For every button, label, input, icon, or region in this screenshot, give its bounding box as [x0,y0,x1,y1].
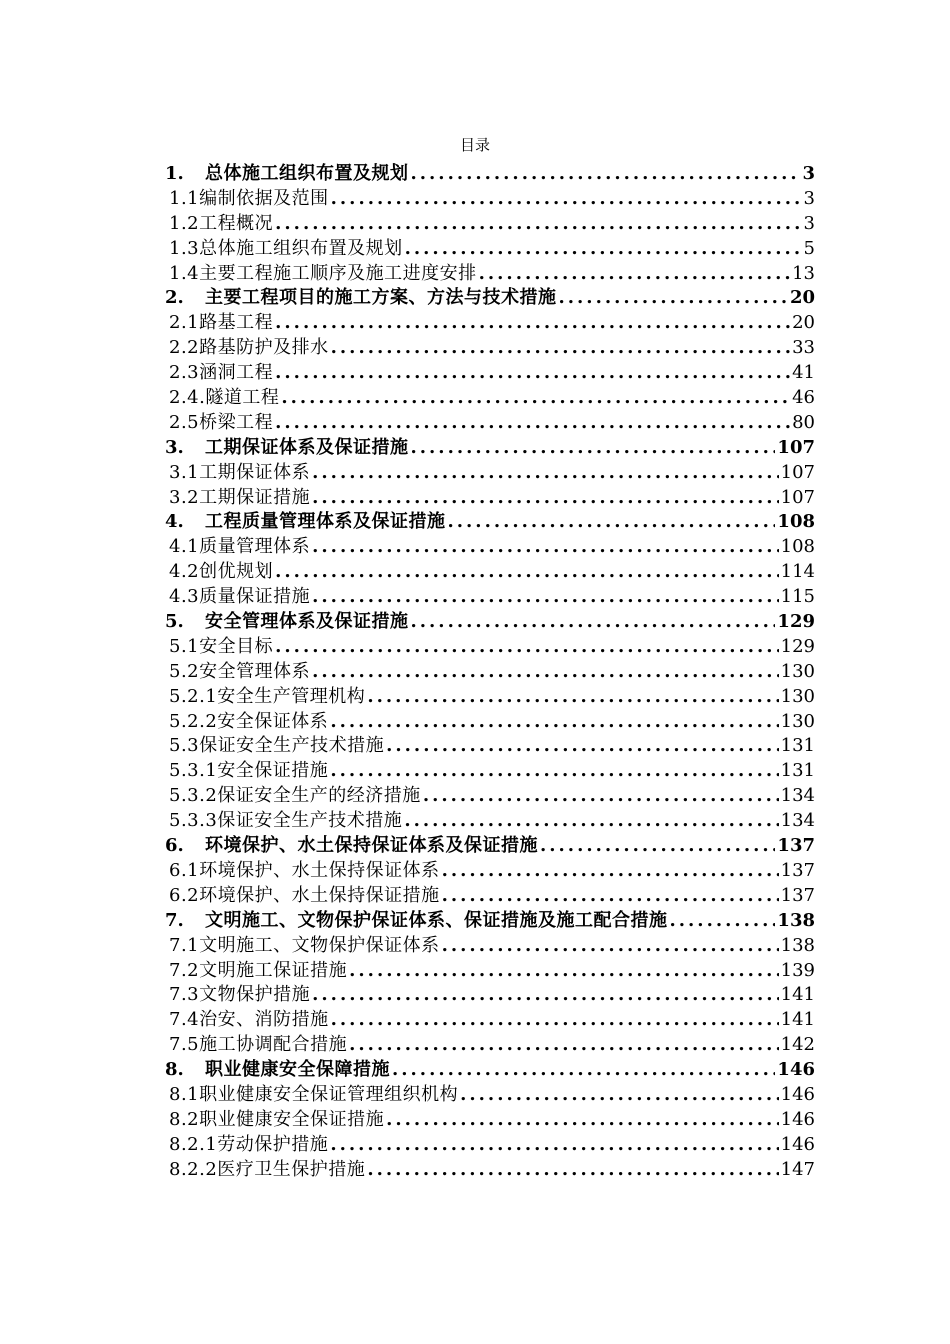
toc-entry-label: 8.2.1劳动保护措施 [169,1133,329,1155]
toc-page-number: 20 [792,312,815,334]
toc-section-entry[interactable] [165,1133,815,1158]
toc-page-number: 147 [780,1158,815,1180]
toc-section-entry[interactable] [165,461,815,486]
toc-dot-leader [275,311,790,336]
toc-chapter-number: 8. [165,1059,184,1081]
toc-section-entry[interactable] [165,859,815,884]
toc-entry-label: 2.2路基防护及排水 [169,337,329,359]
toc-page-number: 33 [792,337,815,359]
toc-chapter-number: 6. [165,835,184,857]
toc-chapter-entry[interactable] [165,510,815,535]
toc-page-number: 3 [803,212,815,234]
toc-section-entry[interactable] [165,187,815,212]
toc-entry-label: 3.2工期保证措施 [169,486,311,508]
toc-list [165,162,815,1183]
toc-entry-label: 安全管理体系及保证措施 [205,611,409,633]
toc-section-entry[interactable] [165,635,815,660]
toc-page-number: 142 [780,1034,815,1056]
toc-page-number: 130 [780,660,815,682]
toc-entry-label: 2.4.隧道工程 [169,387,280,409]
toc-chapter-number: 1. [165,163,184,184]
toc-entry-label: 主要工程项目的施工方案、方法与技术措施 [205,287,557,309]
toc-page-number: 114 [780,561,815,583]
toc-chapter-number: 4. [165,511,184,533]
toc-entry-label: 2.1路基工程 [169,312,274,334]
toc-page-number: 41 [792,362,815,384]
toc-chapter-entry[interactable] [165,162,815,187]
toc-entry-label: 8.2.2医疗卫生保护措施 [169,1158,366,1180]
toc-dot-leader [392,1058,775,1083]
toc-section-entry[interactable] [165,535,815,560]
toc-section-entry[interactable] [165,759,815,784]
toc-page-number: 107 [780,486,815,508]
toc-entry-label: 6.1环境保护、水土保持保证体系 [169,859,440,881]
toc-dot-leader [367,685,778,710]
toc-dot-leader [386,1108,779,1133]
toc-dot-leader [275,560,779,585]
toc-entry-label: 7.5施工协调配合措施 [169,1034,348,1056]
toc-entry-label: 2.3涵洞工程 [169,362,274,384]
toc-dot-leader [411,610,776,635]
toc-section-entry[interactable] [165,237,815,262]
toc-section-entry[interactable] [165,560,815,585]
toc-dot-leader [540,834,775,859]
toc-page-number: 108 [777,511,815,533]
toc-page-number: 134 [780,810,815,832]
toc-section-entry[interactable] [165,1033,815,1058]
toc-section-entry[interactable] [165,262,815,287]
toc-dot-leader [330,759,778,784]
toc-dot-leader [330,1133,778,1158]
toc-dot-leader [312,486,779,511]
toc-entry-label: 文明施工、文物保护保证体系、保证措施及施工配合措施 [205,909,668,931]
toc-chapter-entry[interactable] [165,610,815,635]
toc-page-number: 146 [780,1108,815,1130]
toc-dot-leader [312,585,779,610]
toc-section-entry[interactable] [165,1008,815,1033]
toc-dot-leader [411,436,776,461]
toc-dot-leader [312,983,779,1008]
toc-page-number: 108 [780,536,815,558]
toc-page-number: 137 [777,835,815,857]
toc-entry-label: 工程质量管理体系及保证措施 [205,511,446,533]
toc-entry-label: 3.1工期保证体系 [169,461,311,483]
toc-page-number: 115 [780,586,815,608]
toc-section-entry[interactable] [165,486,815,511]
toc-section-entry[interactable] [165,934,815,959]
toc-page-number: 3 [802,163,815,184]
toc-dot-leader [331,336,790,361]
toc-page-number: 13 [792,262,815,284]
toc-entry-label: 7.3文物保护措施 [169,984,311,1006]
toc-dot-leader [460,1083,779,1108]
toc-page-number: 131 [780,760,815,782]
toc-dot-leader [442,934,779,959]
toc-dot-leader [386,734,779,759]
toc-page-number: 146 [777,1059,815,1081]
toc-section-entry[interactable] [165,1108,815,1133]
toc-section-entry[interactable] [165,411,815,436]
toc-entry-label: 5.3保证安全生产技术措施 [169,735,385,757]
toc-entry-label: 8.2职业健康安全保证措施 [169,1108,385,1130]
toc-entry-label: 7.1文明施工、文物保护保证体系 [169,934,440,956]
toc-entry-label: 4.2创优规划 [169,561,274,583]
toc-entry-label: 8.1职业健康安全保证管理组织机构 [169,1083,459,1105]
toc-page-number: 20 [789,287,815,309]
toc-entry-label: 5.2安全管理体系 [169,660,311,682]
toc-entry-label: 环境保护、水土保持保证体系及保证措施 [205,835,538,857]
toc-entry-label: 5.3.2保证安全生产的经济措施 [169,785,421,807]
toc-dot-leader [405,237,802,262]
toc-chapter-entry[interactable] [165,286,815,311]
toc-entry-label: 7.4治安、消防措施 [169,1009,329,1031]
toc-page-number: 5 [803,237,815,259]
toc-entry-label: 6.2环境保护、水土保持保证措施 [169,884,440,906]
toc-entry-label: 5.3.1安全保证措施 [169,760,329,782]
toc-page-number: 130 [780,710,815,732]
toc-section-entry[interactable] [165,809,815,834]
toc-dot-leader [367,1158,778,1183]
toc-section-entry[interactable] [165,784,815,809]
toc-entry-label: 职业健康安全保障措施 [205,1059,390,1081]
toc-chapter-entry[interactable] [165,436,815,461]
toc-dot-leader [331,1008,779,1033]
toc-entry-label: 5.2.1安全生产管理机构 [169,685,366,707]
toc-entry-label: 1.4主要工程施工顺序及施工进度安排 [169,262,477,284]
toc-dot-leader [312,660,779,685]
toc-section-entry[interactable] [165,336,815,361]
toc-page-number: 107 [780,461,815,483]
toc-chapter-number: 5. [165,611,184,633]
toc-entry-label: 4.1质量管理体系 [169,536,311,558]
toc-entry-label: 7.2文明施工保证措施 [169,959,348,981]
toc-section-entry[interactable] [165,660,815,685]
toc-page-number: 146 [780,1133,815,1155]
toc-section-entry[interactable] [165,710,815,735]
toc-section-entry[interactable] [165,311,815,336]
toc-dot-leader [330,710,778,735]
toc-dot-leader [275,411,790,436]
toc-section-entry[interactable] [165,386,815,411]
toc-title: 目录 [459,136,490,154]
toc-section-entry[interactable] [165,1158,815,1183]
toc-entry-label: 工期保证体系及保证措施 [205,436,409,458]
toc-page-number: 141 [780,984,815,1006]
toc-page-number: 130 [780,685,815,707]
toc-dot-leader [312,461,779,486]
toc-page-number: 138 [777,909,815,931]
toc-page-number: 129 [777,611,815,633]
toc-entry-label: 总体施工组织布置及规划 [205,163,409,184]
toc-page-number: 129 [780,635,815,657]
toc-section-entry[interactable] [165,212,815,237]
toc-page-number: 141 [780,1009,815,1031]
toc-chapter-entry[interactable] [165,1058,815,1083]
toc-dot-leader [349,959,779,984]
toc-dot-leader [670,909,776,934]
toc-section-entry[interactable] [165,983,815,1008]
toc-page-number: 146 [780,1083,815,1105]
toc-dot-leader [281,386,790,411]
toc-page-number: 107 [777,436,815,458]
toc-chapter-number: 2. [165,287,184,309]
toc-page-number: 137 [780,859,815,881]
toc-section-entry[interactable] [165,361,815,386]
toc-section-entry[interactable] [165,734,815,759]
toc-chapter-number: 7. [165,909,184,931]
toc-dot-leader [559,286,788,311]
toc-dot-leader [442,884,779,909]
toc-entry-label: 1.2工程概况 [169,212,274,234]
toc-dot-leader [479,262,790,287]
toc-dot-leader [442,859,779,884]
toc-page-number: 80 [792,411,815,433]
toc-chapter-entry[interactable] [165,834,815,859]
toc-chapter-number: 3. [165,436,184,458]
toc-dot-leader [411,162,801,187]
toc-entry-label: 4.3质量保证措施 [169,586,311,608]
toc-entry-label: 1.3总体施工组织布置及规划 [169,237,403,259]
toc-dot-leader [423,784,779,809]
toc-dot-leader [448,510,776,535]
toc-entry-label: 5.3.3保证安全生产技术措施 [169,810,403,832]
toc-chapter-entry[interactable] [165,909,815,934]
toc-page-number: 3 [803,187,815,209]
toc-dot-leader [275,635,779,660]
toc-dot-leader [312,535,779,560]
toc-page-number: 134 [780,785,815,807]
toc-dot-leader [275,361,790,386]
toc-entry-label: 1.1编制依据及范围 [169,187,329,209]
toc-entry-label: 5.2.2安全保证体系 [169,710,329,732]
toc-dot-leader [404,809,778,834]
toc-section-entry[interactable] [165,884,815,909]
toc-page-number: 137 [780,884,815,906]
toc-page-number: 131 [780,735,815,757]
toc-page-number: 138 [780,934,815,956]
toc-dot-leader [349,1033,779,1058]
toc-section-entry[interactable] [165,1083,815,1108]
toc-section-entry[interactable] [165,585,815,610]
toc-entry-label: 2.5桥梁工程 [169,411,274,433]
toc-section-entry[interactable] [165,685,815,710]
toc-entry-label: 5.1安全目标 [169,635,274,657]
toc-dot-leader [331,187,802,212]
toc-page-number: 139 [780,959,815,981]
toc-page-number: 46 [792,387,815,409]
toc-section-entry[interactable] [165,959,815,984]
toc-dot-leader [275,212,801,237]
